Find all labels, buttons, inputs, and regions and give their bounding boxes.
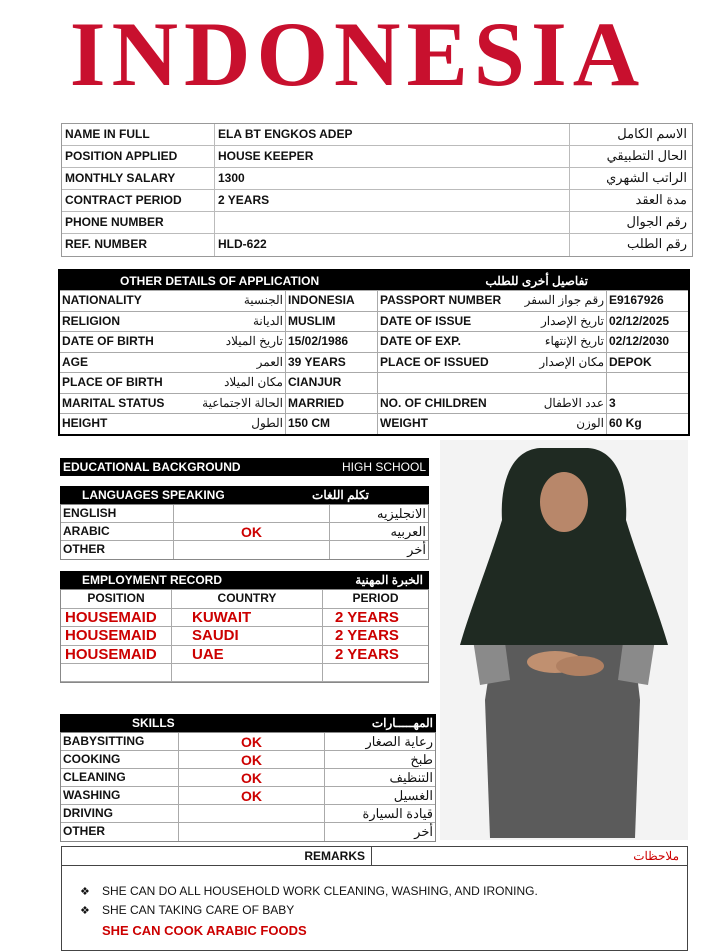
field-value (215, 212, 570, 233)
field-label-arabic: تاريخ الإصدار (540, 313, 604, 328)
field-label-arabic: الديانة (252, 313, 283, 328)
field-label (60, 414, 286, 434)
field-label-arabic: مكان الميلاد (224, 375, 283, 389)
job-position: HOUSEMAID (61, 627, 172, 645)
remark-highlight: SHE CAN COOK ARABIC FOODS (102, 923, 307, 938)
field-value: 1300 (215, 168, 570, 189)
education-label: EDUCATIONAL BACKGROUND (63, 460, 241, 474)
table-row (60, 331, 688, 352)
table-row (61, 733, 435, 751)
field-value: HOUSE KEEPER (215, 146, 570, 167)
empty-cell (172, 664, 323, 681)
field-label-arabic: الاسم الكامل (617, 126, 687, 141)
job-country: SAUDI (172, 627, 323, 645)
table-row (62, 234, 692, 256)
field-label-en: HEIGHT (62, 416, 108, 430)
job-period: 2 YEARS (335, 608, 399, 626)
language-name: ARABIC (61, 523, 174, 540)
field-value: 15/02/1986 (286, 332, 378, 352)
field-label-arabic: مكان الإصدار (539, 354, 604, 369)
field-label (378, 353, 607, 373)
field-label (378, 394, 607, 414)
field-label-en: NATIONALITY (62, 293, 142, 307)
other-details-table (58, 269, 690, 436)
skill-level: OK (179, 733, 325, 750)
bullet-icon: ❖ (80, 886, 90, 898)
job-period: 2 YEARS (335, 645, 399, 663)
table-row (61, 787, 435, 805)
field-label-en: PLACE OF ISSUED (380, 354, 489, 369)
remark-text: SHE CAN DO ALL HOUSEHOLD WORK CLEANING, WASHING, AND IRONING. (102, 884, 538, 898)
field-label-arabic: الجنسية (243, 293, 283, 307)
field-value: INDONESIA (286, 291, 378, 311)
field-label (60, 394, 286, 414)
field-label-en: MARITAL STATUS (62, 395, 165, 410)
table-row (62, 168, 692, 190)
table-row (62, 146, 692, 168)
field-value: 60 Kg (609, 416, 642, 430)
field-label-arabic: الطول (251, 416, 283, 430)
column-header: POSITION (61, 590, 172, 608)
table-row (61, 609, 428, 628)
table-row (60, 372, 688, 393)
field-label-en: WEIGHT (380, 416, 428, 430)
language-name: ENGLISH (61, 505, 174, 522)
field-label: PHONE NUMBER (62, 212, 215, 233)
skill-level: OK (179, 787, 325, 804)
field-label-arabic: مدة العقد (635, 192, 687, 207)
page-title: INDONESIA (69, 3, 646, 105)
job-country: UAE (172, 646, 323, 664)
table-row (61, 505, 428, 523)
field-label-en: DATE OF ISSUE (380, 313, 472, 328)
job-position: HOUSEMAID (61, 609, 172, 627)
table-header-row (61, 590, 428, 609)
field-label-arabic: تاريخ الميلاد (225, 334, 283, 348)
skill-name-arabic: التنظيف (389, 770, 433, 785)
skills-table (60, 732, 436, 842)
field-value: MUSLIM (286, 312, 378, 332)
field-label: NAME IN FULL (62, 124, 215, 145)
field-label (60, 373, 286, 393)
skill-name: OTHER (61, 823, 179, 841)
field-label-arabic: الوزن (576, 416, 604, 430)
field-label-en: AGE (62, 354, 89, 369)
table-row (61, 646, 428, 665)
list-item (80, 884, 687, 903)
section-title-arabic: المهـــــارات (371, 716, 433, 730)
field-label-arabic: تاريخ الإنتهاء (544, 334, 604, 348)
field-label (378, 414, 607, 434)
field-label-arabic: الحال التطبيقي (606, 148, 687, 163)
field-value: ELA BT ENGKOS ADEP (215, 124, 570, 145)
field-label-arabic: الراتب الشهري (606, 170, 687, 185)
remarks-box (61, 846, 688, 951)
remarks-list (62, 866, 687, 922)
table-row (61, 523, 428, 541)
field-label-arabic: الحالة الاجتماعية (202, 395, 283, 410)
education-value: HIGH SCHOOL (341, 460, 426, 474)
section-title-arabic: تكلم اللغات (312, 488, 369, 502)
table-row (60, 393, 688, 414)
table-row-empty (61, 664, 428, 682)
field-label: POSITION APPLIED (62, 146, 215, 167)
table-row (61, 805, 435, 823)
empty-cell (323, 664, 428, 681)
language-name: OTHER (61, 541, 174, 559)
field-label (378, 373, 607, 393)
section-title-arabic: تفاصيل أخرى للطلب (485, 273, 588, 288)
field-label (60, 353, 286, 373)
language-level (174, 505, 330, 522)
skill-name: WASHING (61, 787, 179, 804)
section-title: SKILLS (132, 716, 175, 730)
list-item (80, 903, 687, 922)
field-label: REF. NUMBER (62, 234, 215, 256)
field-label (378, 312, 607, 332)
field-label-en: DATE OF EXP. (380, 334, 461, 348)
job-country: KUWAIT (172, 609, 323, 627)
field-label (60, 332, 286, 352)
skill-name: COOKING (61, 751, 179, 768)
empty-cell (61, 664, 172, 681)
field-label-arabic: رقم الجوال (626, 214, 687, 229)
field-value: CIANJUR (286, 373, 378, 393)
field-label-arabic: عدد الاطفال (543, 395, 604, 410)
skill-name: BABYSITTING (61, 733, 179, 750)
table-row (60, 413, 688, 434)
field-label: CONTRACT PERIOD (62, 190, 215, 211)
employment-table (60, 589, 429, 683)
field-label-en: RELIGION (62, 313, 121, 328)
table-row (61, 751, 435, 769)
field-label (60, 291, 286, 311)
applicant-photo-illustration (440, 440, 688, 840)
field-value (607, 373, 688, 393)
field-label: MONTHLY SALARY (62, 168, 215, 189)
language-level: OK (174, 523, 330, 540)
skills-header (60, 714, 436, 732)
field-label-en: PASSPORT NUMBER (380, 293, 502, 307)
employment-header (60, 571, 429, 589)
column-header: COUNTRY (172, 590, 323, 608)
field-label-arabic: رقم الطلب (626, 236, 687, 251)
field-label-en: NO. OF CHILDREN (380, 395, 487, 410)
field-value: DEPOK (609, 354, 652, 369)
table-row (60, 311, 688, 332)
remark-text: SHE CAN TAKING CARE OF BABY (102, 903, 295, 917)
field-value: 39 YEARS (286, 353, 378, 373)
job-period: 2 YEARS (335, 627, 399, 644)
table-row (61, 541, 428, 559)
section-header (60, 271, 688, 290)
table-row (60, 352, 688, 373)
section-title: OTHER DETAILS OF APPLICATION (120, 273, 320, 288)
section-title-arabic: ملاحظات (633, 849, 679, 863)
skill-name-arabic: أخر (414, 824, 433, 839)
field-value: MARRIED (286, 394, 378, 414)
section-title: REMARKS (62, 847, 372, 865)
table-row (62, 124, 692, 146)
language-name-arabic: الانجليزيه (376, 506, 426, 521)
table-row (62, 190, 692, 212)
field-label (378, 332, 607, 352)
field-value: 3 (609, 395, 616, 410)
skill-level: OK (179, 769, 325, 786)
job-position: HOUSEMAID (61, 646, 172, 664)
field-value: 02/12/2030 (609, 334, 670, 348)
languages-header (60, 486, 429, 504)
skill-name-arabic: رعاية الصغار (365, 734, 433, 749)
skill-name-arabic: طبخ (410, 752, 433, 767)
skill-name-arabic: الغسيل (393, 788, 433, 803)
field-value: 2 YEARS (215, 190, 570, 211)
section-title-arabic: الخبرة المهنية (355, 573, 423, 587)
field-label-arabic: العمر (256, 354, 283, 369)
field-value: E9167926 (609, 293, 664, 307)
applicant-table (61, 123, 693, 257)
skill-name-arabic: قيادة السيارة (362, 806, 433, 821)
skill-name: CLEANING (61, 769, 179, 786)
field-label (60, 312, 286, 332)
field-label (378, 291, 607, 311)
field-label-en: DATE OF BIRTH (62, 334, 154, 348)
table-row (61, 627, 428, 646)
field-value: 150 CM (286, 414, 378, 434)
column-header: PERIOD (352, 591, 399, 605)
table-row (61, 823, 435, 841)
field-value: 02/12/2025 (609, 313, 670, 328)
table-row (61, 769, 435, 787)
languages-table (60, 504, 429, 560)
table-row (62, 212, 692, 234)
skill-level (179, 823, 325, 841)
section-title: LANGUAGES SPEAKING (82, 488, 225, 502)
language-name-arabic: العربيه (390, 524, 426, 539)
remarks-header (62, 847, 687, 866)
field-label-en: PLACE OF BIRTH (62, 375, 163, 389)
skill-name: DRIVING (61, 805, 179, 822)
table-row (60, 290, 688, 311)
language-level (174, 541, 330, 559)
language-name-arabic: أخر (407, 542, 426, 557)
education-bar (60, 458, 429, 476)
section-title: EMPLOYMENT RECORD (82, 573, 223, 587)
applicant-photo (440, 440, 688, 840)
field-label-arabic: رقم جواز السفر (524, 293, 604, 307)
skill-level: OK (179, 751, 325, 768)
field-value: HLD-622 (215, 234, 570, 256)
skill-level (179, 805, 325, 822)
bullet-icon: ❖ (80, 905, 90, 917)
